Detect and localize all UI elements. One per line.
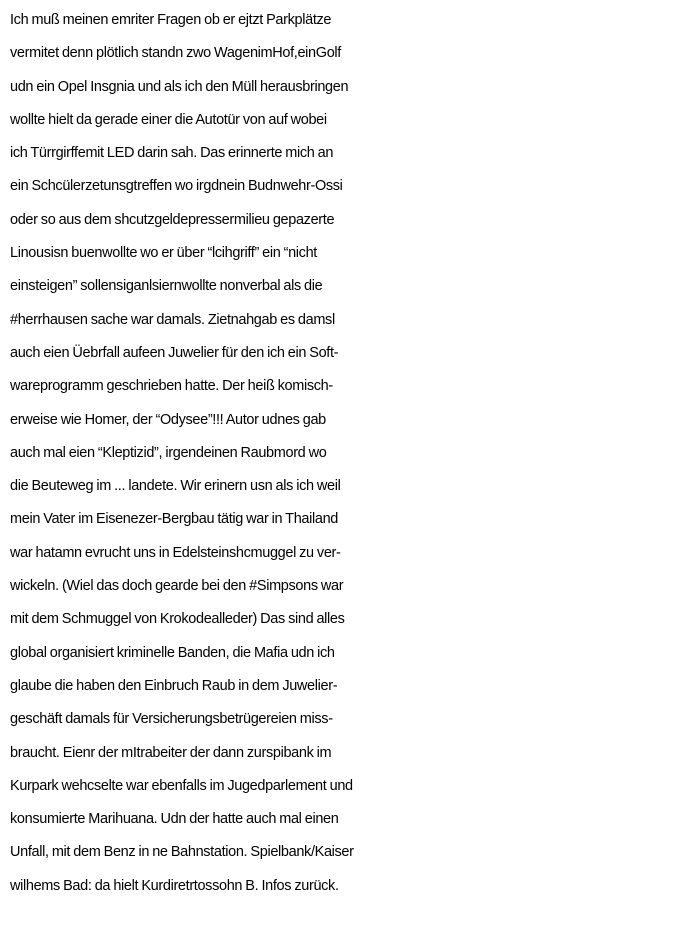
text-line: war hatamn evrucht uns in Edelsteinshcmuggel zu ver-	[10, 544, 341, 561]
text-line: wilhems Bad: da hielt Kurdiretrtossohn B. Infos zurück.	[10, 877, 339, 894]
text-line: einsteigen” sollensiganlsiernwollte nonverbal als die	[10, 278, 323, 295]
text-line: erweise wie Homer, der “Odysee”!!! Autor udnes gab	[10, 411, 326, 428]
text-line: konsumierte Marihuana. Udn der hatte auch mal einen	[10, 811, 339, 828]
document-body	[10, 4, 680, 903]
text-line: oder so aus dem shcutzgeldepressermilieu gepazerte	[10, 211, 335, 228]
text-line: vermitet denn plötlich standn zwo WagenimHof,einGolf	[10, 45, 341, 62]
text-line: ein Schcülerzetunsgtreffen wo irgdnein Budnwehr-Ossi	[10, 178, 343, 195]
text-line: auch mal eien “Kleptizid”, irgendeinen Raubmord wo	[10, 444, 327, 461]
text-line: mit dem Schmuggel von Krokodealleder) Das sind alles	[10, 611, 345, 628]
text-line: Kurpark wehcselte war ebenfalls im Jugedparlement und	[10, 777, 353, 794]
text-line: glaube die haben den Einbruch Raub in dem Juwelier-	[10, 677, 338, 694]
text-line: global organisiert kriminelle Banden, die Mafia udn ich	[10, 644, 335, 661]
text-line: Unfall, mit dem Benz in ne Bahnstation. Spielbank/Kaiser	[10, 844, 354, 861]
text-line: wareprogramm geschrieben hatte. Der heiß komisch-	[10, 378, 333, 395]
text-line: geschäft damals für Versicherungsbetrügereien miss-	[10, 711, 333, 728]
text-line: wollte hielt da gerade einer die Autotür von auf wobei	[10, 111, 327, 128]
text-line: wickeln. (Wiel das doch gearde bei den #Simpsons war	[10, 578, 344, 595]
text-line: Ich muß meinen emriter Fragen ob er ejtzt Parkplätze	[10, 12, 332, 28]
text-line: die Beuteweg im ... landete. Wir erinern usn als ich weil	[10, 478, 341, 495]
text-line: udn ein Opel Insgnia und als ich den Müll herausbringen	[10, 78, 349, 95]
text-line: ich Türrgirffemit LED darin sah. Das erinnerte mich an	[10, 145, 334, 162]
text-line: auch eien Üebrfall aufeen Juwelier für den ich ein Soft-	[10, 344, 339, 361]
text-line: braucht. Eienr der mItrabeiter der dann zurspibank im	[10, 744, 332, 761]
text-line: mein Vater im Eisenezer-Bergbau tätig war in Thailand	[10, 511, 339, 528]
text-line: Linousisn buenwollte wo er über “lcihgriff” ein “nicht	[10, 245, 317, 262]
text-line: #herrhausen sache war damals. Zietnahgab es damsl	[10, 311, 335, 328]
